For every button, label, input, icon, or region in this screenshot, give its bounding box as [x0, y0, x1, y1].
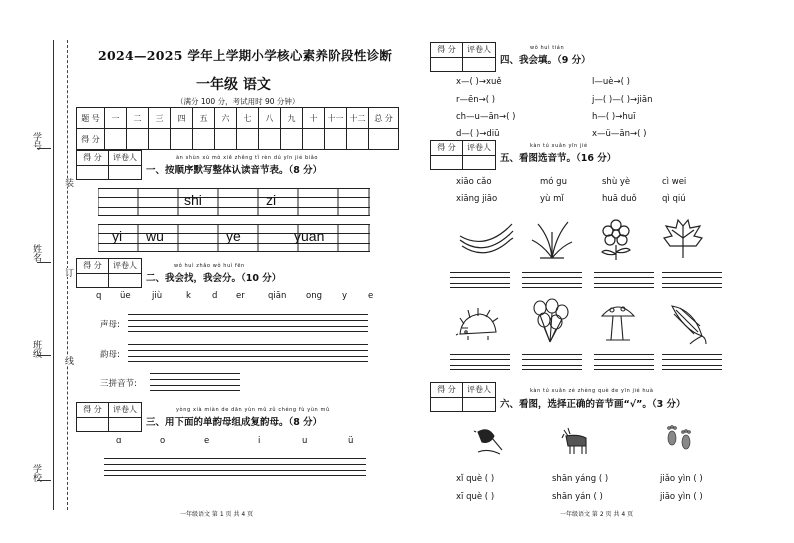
q5-option: mó gu [540, 177, 567, 187]
score-header-cell: 十二 [347, 108, 369, 129]
mushroom-icon [598, 300, 638, 346]
scorebox [430, 42, 496, 72]
q2-item: ong [306, 291, 322, 301]
question-pinyin: kàn tú xuǎn yīn jié [530, 143, 588, 149]
scorebox-label: 得 分 [431, 383, 463, 398]
score-cell[interactable] [281, 129, 303, 150]
initials-label: 声母: [100, 320, 120, 330]
score-cell[interactable] [303, 129, 325, 150]
q2-item: y [342, 291, 348, 301]
syllable-shi: shi [184, 192, 202, 208]
scorebox-label: 评卷人 [109, 151, 141, 166]
q5-option: shù yè [602, 177, 631, 187]
score-cell[interactable] [237, 129, 259, 150]
magpie-icon [472, 422, 506, 458]
score-header-cell: 总 分 [369, 108, 399, 129]
syllable-yi: yi [112, 228, 123, 244]
q5-option: xiāo cǎo [456, 177, 492, 187]
page-footer-left: 一年级语文 第 1 页 共 4 页 [180, 511, 254, 518]
q5-answer-lines[interactable] [522, 272, 582, 288]
score-header-cell: 十 [303, 108, 325, 129]
finals-label: 韵母: [100, 350, 120, 360]
scorebox [76, 258, 142, 288]
exam-subtitle: 一年级 语文 [196, 77, 271, 93]
exam-note: （满分 100 分，考试用时 90 分钟） [176, 97, 300, 106]
q4-line: ch—u—ān→( ) [456, 112, 516, 122]
q5-answer-lines[interactable] [450, 272, 510, 288]
scorebox-label: 得 分 [77, 259, 109, 274]
q4-line: r—ēn→( ) [456, 95, 496, 105]
q6-option[interactable]: xǐ què ( ) [456, 474, 495, 484]
score-cell[interactable] [259, 129, 281, 150]
fill-line [37, 148, 51, 149]
scorebox-label: 得 分 [431, 141, 463, 156]
syllable-grid-row-1 [98, 188, 370, 216]
flower-icon [596, 218, 636, 262]
syllable-zi: zi [266, 192, 277, 208]
question-1-title: 一、按顺序默写整体认读音节表。（8 分） [146, 165, 323, 176]
q6-option[interactable]: xī què ( ) [456, 492, 495, 502]
q2-item: k [186, 291, 191, 301]
q3-item: e [204, 436, 210, 446]
question-6-title: 六、看图，选择正确的音节画“√”。（3 分） [500, 399, 686, 410]
q3-item: ü [348, 436, 354, 446]
question-pinyin: kàn tú xuǎn zé zhèng què de yīn jié huà [530, 388, 654, 394]
fill-line [37, 355, 51, 356]
q6-option[interactable]: shān yáng ( ) [552, 474, 609, 484]
q2-item: jiù [152, 291, 163, 301]
q5-answer-lines[interactable] [594, 272, 654, 288]
q5-option: cì wei [662, 177, 687, 187]
syllable-yuan: yuan [294, 228, 325, 244]
grass-icon [530, 218, 574, 262]
scorebox-label: 评卷人 [463, 43, 495, 58]
score-table [76, 107, 399, 150]
binding-mark: 线 [63, 356, 73, 365]
score-cell[interactable] [105, 129, 127, 150]
q5-option: qì qiú [662, 194, 686, 204]
score-header-cell: 五 [193, 108, 215, 129]
q5-answer-lines[interactable] [662, 354, 722, 370]
score-header-cell: 三 [149, 108, 171, 129]
question-pinyin: wǒ huì tián [530, 45, 565, 51]
score-row-label: 得 分 [77, 129, 105, 150]
q4-line: l—uè→( ) [592, 77, 630, 87]
q5-option: yù mǐ [540, 194, 564, 204]
q4-line: j—( )—( )→jiān [592, 95, 653, 105]
question-2-title: 二、我会找，我会分。（10 分） [146, 273, 282, 284]
score-cell[interactable] [171, 129, 193, 150]
score-cell[interactable] [193, 129, 215, 150]
q5-answer-lines[interactable] [594, 354, 654, 370]
score-header-cell: 七 [237, 108, 259, 129]
exam-title: 2024—2025 学年上学期小学核心素养阶段性诊断 [98, 48, 393, 63]
q6-option[interactable]: shān yán ( ) [552, 492, 603, 502]
q3-item: u [302, 436, 308, 446]
syllable-grid-row-2 [98, 224, 370, 252]
balloon-icon [528, 298, 572, 346]
scorebox-label: 评卷人 [463, 383, 495, 398]
q4-line: h—( )→huī [592, 112, 636, 122]
q5-answer-lines[interactable] [662, 272, 722, 288]
syllable-wu: wu [146, 228, 164, 244]
banana-icon [456, 220, 514, 260]
page-footer-right: 一年级语文 第 2 页 共 4 页 [560, 511, 634, 518]
question-pinyin: yòng xià miàn de dān yùn mǔ zǔ chéng fù yùn mǔ [176, 407, 330, 413]
scorebox [76, 150, 142, 180]
finals-answer-lines[interactable] [128, 344, 368, 362]
binding-mark: 装 [63, 178, 73, 187]
q3-item: i [258, 436, 261, 446]
question-4-title: 四、我会填。（9 分） [500, 55, 591, 66]
score-header-cell: 八 [259, 108, 281, 129]
q4-line: x—( )→xuě [456, 77, 502, 87]
q2-item: q [96, 291, 102, 301]
score-header-cell: 题 号 [77, 108, 105, 129]
binding-mark: 订 [63, 268, 73, 277]
score-cell[interactable] [127, 129, 149, 150]
scorebox-label: 得 分 [431, 43, 463, 58]
q2-item: üe [120, 291, 131, 301]
scorebox-label: 评卷人 [463, 141, 495, 156]
corn-icon [664, 300, 708, 346]
q4-line: d—( )→diū [456, 129, 500, 139]
scorebox-label: 评卷人 [109, 403, 141, 418]
class-label: 班级 [31, 340, 41, 358]
q3-item: ɑ [116, 436, 122, 446]
q2-item: e [368, 291, 374, 301]
q2-item: er [236, 291, 245, 301]
q5-option: huā duǒ [602, 194, 637, 204]
footprint-icon [662, 422, 696, 458]
three-part-answer-lines[interactable] [150, 373, 240, 391]
score-header-cell: 一 [105, 108, 127, 129]
score-cell[interactable] [149, 129, 171, 150]
question-pinyin: wǒ huì zhǎo wǒ huì fēn [174, 263, 245, 269]
scorebox [430, 382, 496, 412]
q5-answer-lines[interactable] [450, 354, 510, 370]
initials-answer-lines[interactable] [128, 314, 368, 332]
q3-answer-lines[interactable] [104, 458, 366, 476]
scorebox-label: 评卷人 [109, 259, 141, 274]
score-cell[interactable] [369, 129, 399, 150]
question-5-title: 五、看图选音节。（16 分） [500, 153, 617, 164]
fill-line [37, 262, 51, 263]
q5-answer-lines[interactable] [522, 354, 582, 370]
scorebox [430, 140, 496, 170]
leaf-icon [660, 216, 706, 262]
score-header-cell: 九 [281, 108, 303, 129]
score-cell[interactable] [347, 129, 369, 150]
school-label: 学校 [31, 464, 41, 482]
scorebox [76, 402, 142, 432]
scorebox-label: 得 分 [77, 151, 109, 166]
student-id-label: 学号 [31, 132, 41, 150]
hedgehog-icon [454, 304, 500, 344]
binding-line [53, 40, 54, 510]
score-header-cell: 六 [215, 108, 237, 129]
scorebox-label: 得 分 [77, 403, 109, 418]
q3-item: o [160, 436, 166, 446]
q6-option[interactable]: jiǎo yìn ( ) [660, 474, 703, 484]
three-part-syllable-label: 三拼音节: [100, 379, 137, 389]
question-pinyin: àn shùn xù mò xiě zhěng tǐ rèn dú yīn jié biǎo [176, 155, 319, 161]
goat-icon [560, 422, 594, 458]
q6-option[interactable]: jiāo yìn ( ) [660, 492, 703, 502]
score-cell[interactable] [325, 129, 347, 150]
q5-option: xiāng jiāo [456, 194, 498, 204]
fill-line [37, 480, 51, 481]
q2-item: qiān [268, 291, 287, 301]
q4-line: x—ü—ān→( ) [592, 129, 647, 139]
score-header-cell: 二 [127, 108, 149, 129]
score-cell[interactable] [215, 129, 237, 150]
score-header-cell: 十一 [325, 108, 347, 129]
name-label: 姓名 [31, 244, 41, 262]
q2-item: d [212, 291, 218, 301]
score-header-cell: 四 [171, 108, 193, 129]
question-3-title: 三、用下面的单韵母组成复韵母。（8 分） [146, 417, 323, 428]
syllable-ye: ye [226, 228, 241, 244]
